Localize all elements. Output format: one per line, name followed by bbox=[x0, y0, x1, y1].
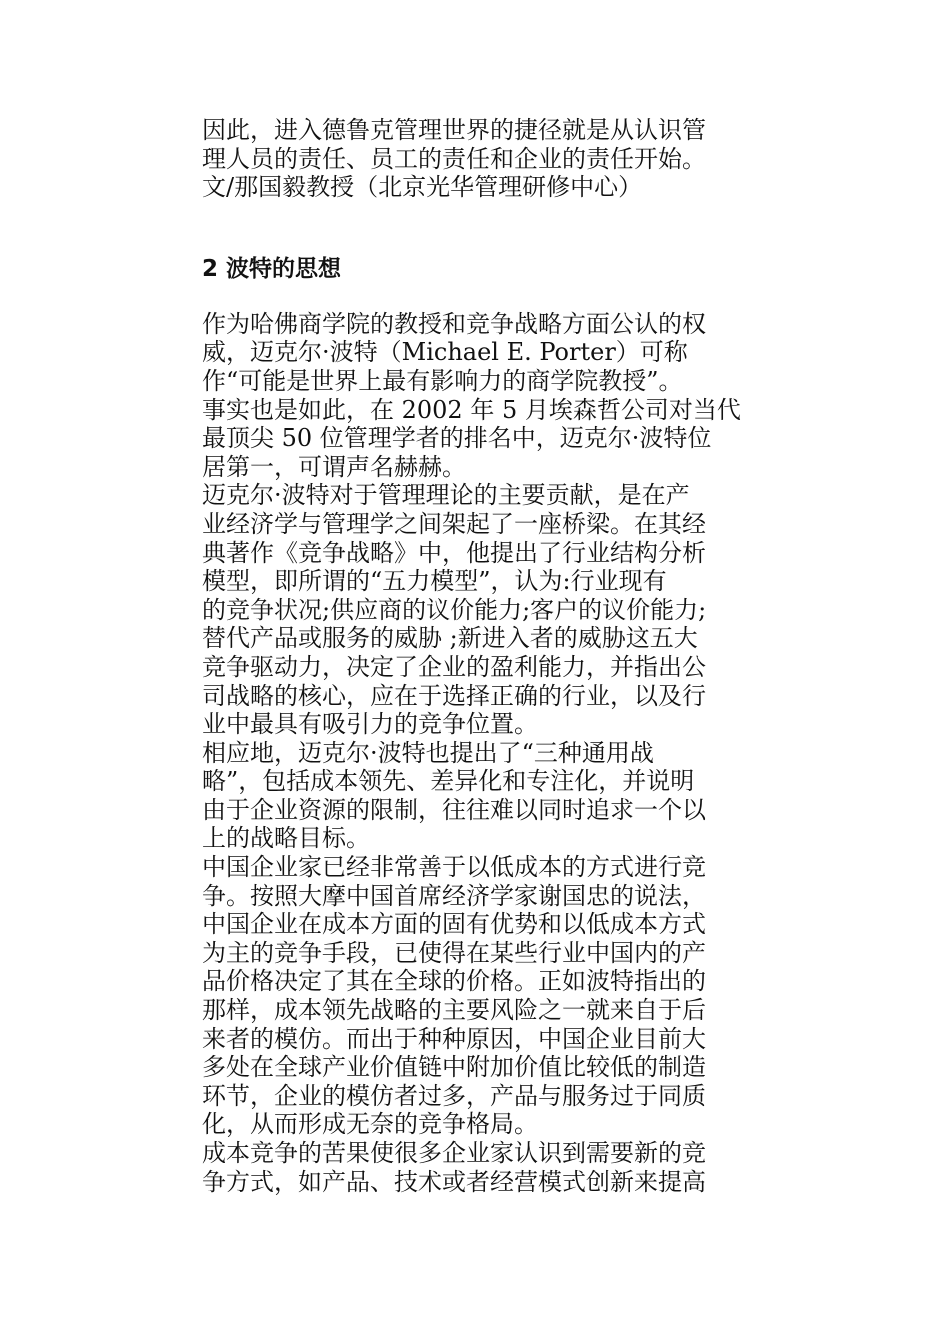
text-line: 那样，成本领先战略的主要风险之一就来自于后 bbox=[202, 996, 706, 1025]
text-line: 的竞争状况;供应商的议价能力;客户的议价能力; bbox=[202, 595, 707, 624]
author-credit-line: 文/那国毅教授（北京光华管理研修中心） bbox=[202, 173, 643, 202]
page-content bbox=[202, 116, 742, 1196]
text-line: 略”，包括成本领先、差异化和专注化，并说明 bbox=[202, 767, 695, 796]
text-line: 因此，进入德鲁克管理世界的捷径就是从认识管 bbox=[202, 116, 706, 144]
text-line: 争方式，如产品、技术或者经营模式创新来提高 bbox=[202, 1167, 706, 1196]
text-line: 争。按照大摩中国首席经济学家谢国忠的说法， bbox=[202, 881, 706, 910]
text-line: 上的战略目标。 bbox=[202, 824, 370, 853]
text-line: 中国企业家已经非常善于以低成本的方式进行竞 bbox=[202, 853, 706, 882]
text-line: 环节，企业的模仿者过多，产品与服务过于同质 bbox=[202, 1081, 706, 1110]
intro-paragraph bbox=[202, 116, 742, 202]
text-line: 来者的模仿。而出于种种原因，中国企业目前大 bbox=[202, 1024, 706, 1053]
text-line: 为主的竞争手段，已使得在某些行业中国内的产 bbox=[202, 938, 706, 967]
text-line: 理人员的责任、员工的责任和企业的责任开始。 bbox=[202, 144, 706, 173]
text-line: 作“可能是世界上最有影响力的商学院教授”。 bbox=[202, 366, 683, 395]
text-line: 作为哈佛商学院的教授和竞争战略方面公认的权 bbox=[202, 309, 706, 338]
text-line: 替代产品或服务的威胁 ;新进入者的威胁这五大 bbox=[202, 624, 698, 653]
section-body bbox=[202, 310, 742, 1196]
text-line: 典著作《竞争战略》中，他提出了行业结构分析 bbox=[202, 538, 706, 567]
text-line: 居第一，可谓声名赫赫。 bbox=[202, 452, 466, 481]
text-line: 模型，即所谓的“五力模型”，认为:行业现有 bbox=[202, 567, 667, 596]
text-line: 最顶尖 50 位管理学者的排名中，迈克尔·波特位 bbox=[202, 424, 712, 453]
text-line: 业中最具有吸引力的竞争位置。 bbox=[202, 710, 538, 739]
text-line: 品价格决定了其在全球的价格。正如波特指出的 bbox=[202, 967, 706, 996]
section-heading: 2 波特的思想 bbox=[202, 255, 342, 282]
text-line: 业经济学与管理学之间架起了一座桥梁。在其经 bbox=[202, 509, 706, 538]
text-line: 司战略的核心，应在于选择正确的行业，以及行 bbox=[202, 681, 706, 710]
text-line: 迈克尔·波特对于管理理论的主要贡献，是在产 bbox=[202, 481, 690, 510]
text-line: 竞争驱动力，决定了企业的盈利能力，并指出公 bbox=[202, 652, 706, 681]
text-line: 多处在全球产业价值链中附加价值比较低的制造 bbox=[202, 1053, 706, 1082]
text-line: 事实也是如此，在 2002 年 5 月埃森哲公司对当代 bbox=[202, 395, 741, 424]
text-line: 由于企业资源的限制，往往难以同时追求一个以 bbox=[202, 795, 706, 824]
text-line: 成本竞争的苦果使很多企业家认识到需要新的竞 bbox=[202, 1139, 706, 1167]
text-line: 化，从而形成无奈的竞争格局。 bbox=[202, 1110, 538, 1139]
text-line: 相应地，迈克尔·波特也提出了“三种通用战 bbox=[202, 738, 654, 767]
text-line: 威，迈克尔·波特（Michael E. Porter）可称 bbox=[202, 338, 688, 367]
text-line: 中国企业在成本方面的固有优势和以低成本方式 bbox=[202, 910, 706, 939]
